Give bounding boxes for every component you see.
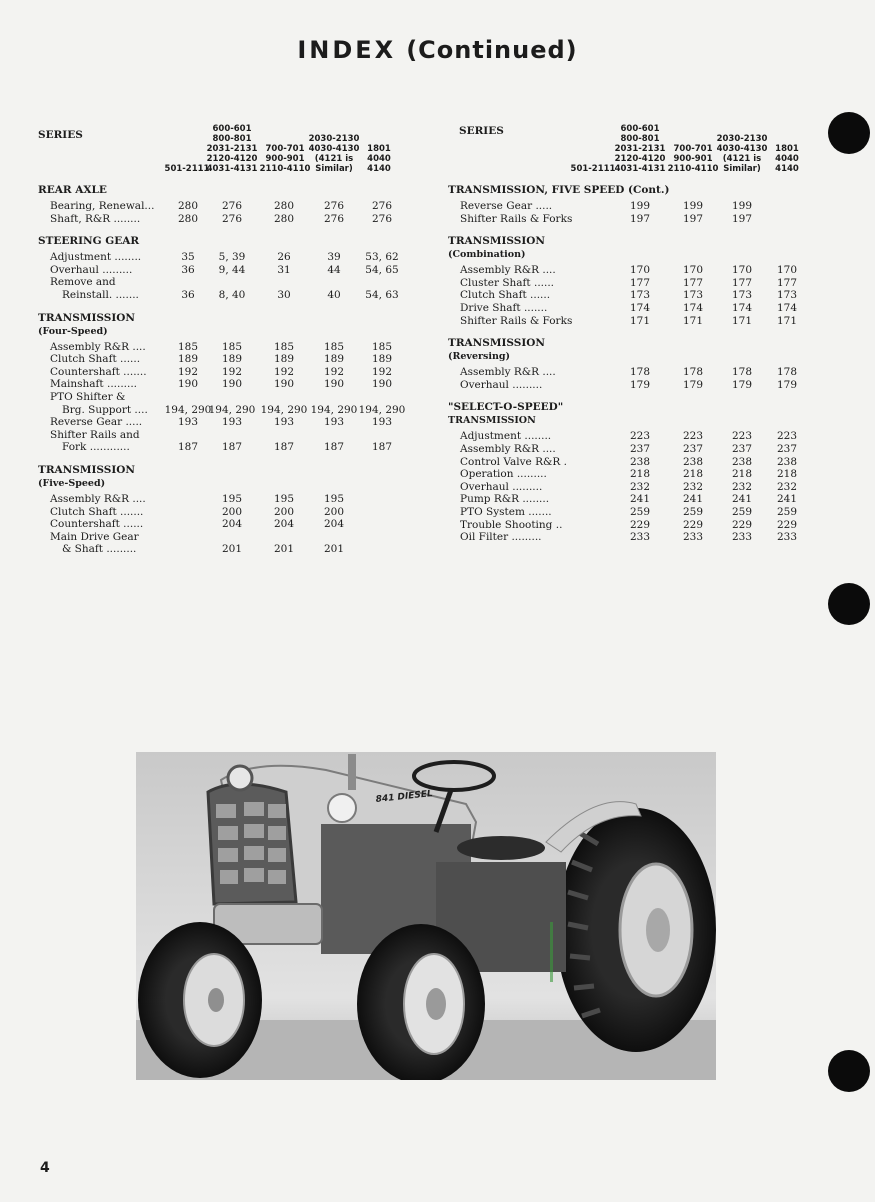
index-row bbox=[26, 543, 416, 556]
page-reference: 36 bbox=[181, 288, 195, 301]
section-subtitle: (Five-Speed) bbox=[38, 477, 106, 489]
index-row bbox=[26, 341, 416, 354]
page-reference: 192 bbox=[323, 365, 345, 378]
page-reference: 174 bbox=[629, 301, 651, 314]
page-reference: 31 bbox=[277, 263, 291, 276]
section-subtitle: (Combination) bbox=[448, 249, 526, 261]
binder-hole-middle bbox=[828, 583, 870, 625]
index-column-right bbox=[436, 124, 816, 544]
left-section bbox=[26, 464, 416, 556]
page-reference: 199 bbox=[682, 200, 704, 212]
section-title: TRANSMISSION bbox=[38, 463, 135, 476]
index-row bbox=[26, 416, 416, 429]
page-reference: 197 bbox=[731, 212, 753, 225]
index-entry-label: Assembly R&R .... bbox=[460, 264, 556, 277]
index-row bbox=[26, 506, 416, 519]
index-entry-label: Reinstall. ....... bbox=[62, 288, 139, 301]
page-reference: 241 bbox=[629, 493, 651, 506]
series-col-5: 1801 4040 4140 bbox=[367, 144, 391, 174]
page-reference: 223 bbox=[776, 430, 798, 443]
index-entry-label: Countershaft ...... bbox=[50, 518, 144, 531]
index-entry-label: Remove and bbox=[50, 276, 116, 289]
title-main: INDEX bbox=[297, 36, 397, 64]
page-reference: 178 bbox=[682, 366, 704, 379]
page-reference: 238 bbox=[682, 455, 704, 468]
right-section bbox=[436, 184, 816, 225]
index-row bbox=[436, 366, 816, 379]
index-row bbox=[436, 379, 816, 392]
page-reference: 200 bbox=[221, 505, 243, 518]
section-title: STEERING GEAR bbox=[38, 235, 140, 248]
page-reference: 232 bbox=[776, 480, 798, 493]
right-section bbox=[436, 337, 816, 391]
index-row bbox=[436, 531, 816, 544]
page-reference: 189 bbox=[323, 353, 345, 366]
section-title: TRANSMISSION bbox=[448, 337, 545, 350]
section-subtitle: TRANSMISSION bbox=[448, 415, 536, 427]
page-reference: 193 bbox=[371, 416, 393, 429]
page-reference: 201 bbox=[221, 543, 243, 556]
page-reference: 190 bbox=[221, 378, 243, 391]
index-row bbox=[26, 493, 416, 506]
index-row bbox=[436, 289, 816, 302]
index-row bbox=[26, 391, 416, 404]
page-reference: 276 bbox=[221, 212, 243, 225]
page-reference: 223 bbox=[682, 430, 704, 443]
page-reference: 54, 65 bbox=[365, 263, 399, 276]
index-row bbox=[26, 353, 416, 366]
index-row bbox=[26, 213, 416, 226]
page-reference: 54, 63 bbox=[365, 288, 399, 301]
index-entry-label: Countershaft ....... bbox=[50, 365, 147, 378]
index-row bbox=[436, 468, 816, 481]
index-entry-label: Reverse Gear ..... bbox=[50, 416, 143, 429]
page-reference: 177 bbox=[682, 276, 704, 289]
index-row bbox=[436, 200, 816, 213]
section-title: TRANSMISSION bbox=[448, 235, 545, 248]
index-entry-label: Mainshaft ......... bbox=[50, 378, 138, 391]
index-entry-label: Cluster Shaft ...... bbox=[460, 276, 555, 289]
badge-text: 841 DIESEL bbox=[375, 789, 434, 805]
page-reference: 193 bbox=[177, 416, 199, 429]
page-reference: 233 bbox=[776, 531, 798, 544]
index-entry-label: Clutch Shaft ...... bbox=[50, 353, 141, 366]
page-reference: 193 bbox=[273, 416, 295, 429]
binder-hole-top bbox=[828, 112, 870, 154]
left-section bbox=[26, 184, 416, 225]
page-reference: 238 bbox=[776, 455, 798, 468]
series-col-1: 501-2111 bbox=[164, 164, 210, 174]
page-reference: 185 bbox=[371, 340, 393, 353]
index-row bbox=[26, 378, 416, 391]
page-reference: 187 bbox=[273, 441, 295, 454]
page-reference: 185 bbox=[273, 340, 295, 353]
page-reference: 195 bbox=[221, 492, 243, 505]
page-reference: 276 bbox=[323, 200, 345, 212]
series-col-1: 501-2111 bbox=[570, 164, 616, 174]
index-row bbox=[436, 430, 816, 443]
page-reference: 229 bbox=[776, 518, 798, 531]
page-reference: 233 bbox=[682, 531, 704, 544]
index-row bbox=[436, 443, 816, 456]
page-reference: 280 bbox=[273, 200, 295, 212]
page-reference: 241 bbox=[776, 493, 798, 506]
page-reference: 187 bbox=[221, 441, 243, 454]
page-reference: 179 bbox=[629, 378, 651, 391]
index-entry-label: & Shaft ......... bbox=[62, 543, 137, 556]
index-row bbox=[26, 289, 416, 302]
page-reference: 174 bbox=[776, 301, 798, 314]
page-reference: 192 bbox=[371, 365, 393, 378]
index-row bbox=[26, 404, 416, 417]
index-entry-label: Trouble Shooting .. bbox=[460, 518, 563, 531]
page-reference: 232 bbox=[682, 480, 704, 493]
page-reference: 194, 290 bbox=[358, 403, 406, 416]
page-reference: 190 bbox=[371, 378, 393, 391]
index-entry-label: Shaft, R&R ........ bbox=[50, 212, 141, 225]
index-entry-label: Shifter Rails & Forks bbox=[460, 212, 573, 225]
page-reference: 276 bbox=[371, 200, 393, 212]
page-reference: 178 bbox=[629, 366, 651, 379]
page-reference: 237 bbox=[731, 442, 753, 455]
page-reference: 174 bbox=[731, 301, 753, 314]
page-reference: 173 bbox=[629, 289, 651, 302]
index-entry-label: Control Valve R&R . bbox=[460, 455, 567, 468]
index-row bbox=[436, 302, 816, 315]
page-reference: 179 bbox=[776, 378, 798, 391]
index-entry-label: Overhaul ......... bbox=[460, 480, 543, 493]
page-reference: 170 bbox=[682, 264, 704, 277]
page-reference: 44 bbox=[327, 263, 341, 276]
series-col-2: 600-601 800-801 2031-2131 2120-4120 4031-4131 bbox=[206, 124, 258, 174]
series-col-4: 2030-2130 4030-4130 (4121 is Similar) bbox=[308, 134, 360, 174]
index-entry-label: PTO Shifter & bbox=[50, 390, 126, 403]
page-reference: 241 bbox=[682, 493, 704, 506]
page-reference: 197 bbox=[682, 212, 704, 225]
series-col-2: 600-601 800-801 2031-2131 2120-4120 4031-4131 bbox=[614, 124, 666, 174]
page-reference: 185 bbox=[221, 340, 243, 353]
page-reference: 280 bbox=[177, 212, 199, 225]
right-section bbox=[436, 235, 816, 327]
page-reference: 173 bbox=[731, 289, 753, 302]
page-reference: 193 bbox=[323, 416, 345, 429]
title-sub: (Continued) bbox=[406, 36, 578, 64]
page-reference: 171 bbox=[776, 314, 798, 327]
page-reference: 238 bbox=[629, 455, 651, 468]
page-reference: 192 bbox=[177, 365, 199, 378]
page-reference: 237 bbox=[629, 442, 651, 455]
tractor-photo bbox=[136, 752, 716, 1080]
page-reference: 171 bbox=[629, 314, 651, 327]
section-title: TRANSMISSION, FIVE SPEED (Cont.) bbox=[448, 184, 670, 196]
index-entry-label: Shifter Rails & Forks bbox=[460, 314, 573, 327]
page-reference: 259 bbox=[682, 505, 704, 518]
page-reference: 233 bbox=[629, 531, 651, 544]
page-reference: 185 bbox=[177, 340, 199, 353]
page-reference: 241 bbox=[731, 493, 753, 506]
page-reference: 232 bbox=[731, 480, 753, 493]
index-row bbox=[436, 493, 816, 506]
binder-hole-bottom bbox=[828, 1050, 870, 1092]
page-reference: 194, 290 bbox=[310, 403, 358, 416]
page-reference: 170 bbox=[731, 264, 753, 277]
page-reference: 223 bbox=[629, 430, 651, 443]
index-entry-label: Reverse Gear ..... bbox=[460, 200, 553, 212]
page-reference: 171 bbox=[682, 314, 704, 327]
right-section bbox=[436, 401, 816, 543]
column-header-left bbox=[26, 124, 416, 180]
page-reference: 259 bbox=[629, 505, 651, 518]
section-title: "SELECT-O-SPEED" bbox=[448, 401, 564, 414]
page-reference: 189 bbox=[273, 353, 295, 366]
page-reference: 189 bbox=[177, 353, 199, 366]
index-entry-label: Adjustment ........ bbox=[460, 430, 552, 443]
page-reference: 177 bbox=[629, 276, 651, 289]
index-entry-label: Overhaul ......... bbox=[50, 263, 133, 276]
page-title bbox=[0, 36, 875, 64]
index-row bbox=[436, 315, 816, 328]
left-section bbox=[26, 312, 416, 454]
index-entry-label: Assembly R&R .... bbox=[460, 366, 556, 379]
page-reference: 190 bbox=[273, 378, 295, 391]
page-reference: 189 bbox=[221, 353, 243, 366]
page-reference: 179 bbox=[731, 378, 753, 391]
index-entry-label: Adjustment ........ bbox=[50, 251, 142, 264]
page-reference: 194, 290 bbox=[208, 403, 256, 416]
page-reference: 204 bbox=[323, 518, 345, 531]
index-entry-label: Overhaul ......... bbox=[460, 378, 543, 391]
index-entry-label: Drive Shaft ....... bbox=[460, 301, 548, 314]
page-reference: 218 bbox=[731, 468, 753, 481]
index-entry-label: PTO System ....... bbox=[460, 505, 552, 518]
page-reference: 276 bbox=[221, 200, 243, 212]
page-reference: 200 bbox=[273, 505, 295, 518]
index-entry-label: Oil Filter ......... bbox=[460, 531, 542, 544]
page-reference: 199 bbox=[731, 200, 753, 212]
index-entry-label: Bearing, Renewal... bbox=[50, 200, 155, 212]
page-reference: 178 bbox=[776, 366, 798, 379]
index-entry-label: Clutch Shaft ...... bbox=[460, 289, 551, 302]
page-reference: 26 bbox=[277, 251, 291, 264]
page-reference: 9, 44 bbox=[218, 263, 246, 276]
page-reference: 36 bbox=[181, 263, 195, 276]
page-reference: 218 bbox=[776, 468, 798, 481]
index-row bbox=[26, 276, 416, 289]
page-reference: 40 bbox=[327, 288, 341, 301]
tractor-illustration bbox=[136, 752, 716, 1080]
page-reference: 259 bbox=[731, 505, 753, 518]
index-column-left bbox=[26, 124, 416, 556]
index-entry-label: Shifter Rails and bbox=[50, 428, 140, 441]
page-reference: 173 bbox=[776, 289, 798, 302]
page-reference: 280 bbox=[273, 212, 295, 225]
index-row bbox=[436, 456, 816, 469]
page-reference: 53, 62 bbox=[365, 251, 399, 264]
index-entry-label: Operation ......... bbox=[460, 468, 547, 481]
page-reference: 229 bbox=[629, 518, 651, 531]
page-reference: 178 bbox=[731, 366, 753, 379]
page-reference: 187 bbox=[371, 441, 393, 454]
page-reference: 173 bbox=[682, 289, 704, 302]
page-reference: 8, 40 bbox=[218, 288, 246, 301]
page-reference: 218 bbox=[629, 468, 651, 481]
page-reference: 30 bbox=[277, 288, 291, 301]
page-reference: 171 bbox=[731, 314, 753, 327]
page-reference: 195 bbox=[323, 492, 345, 505]
left-section bbox=[26, 235, 416, 301]
page-reference: 276 bbox=[323, 212, 345, 225]
index-entry-label: Pump R&R ........ bbox=[460, 493, 550, 506]
page-reference: 204 bbox=[221, 518, 243, 531]
index-row bbox=[436, 277, 816, 290]
index-body-right bbox=[436, 184, 816, 544]
page-reference: 232 bbox=[629, 480, 651, 493]
page-reference: 194, 290 bbox=[260, 403, 308, 416]
page-reference: 201 bbox=[273, 543, 295, 556]
index-row bbox=[436, 519, 816, 532]
page-reference: 229 bbox=[731, 518, 753, 531]
index-row bbox=[26, 251, 416, 264]
index-row bbox=[26, 264, 416, 277]
index-entry-label: Assembly R&R .... bbox=[460, 442, 556, 455]
index-entry-label: Main Drive Gear bbox=[50, 530, 139, 543]
series-col-5: 1801 4040 4140 bbox=[775, 144, 799, 174]
index-entry-label: Assembly R&R .... bbox=[50, 492, 146, 505]
page-reference: 233 bbox=[731, 531, 753, 544]
section-subtitle: (Four-Speed) bbox=[38, 325, 108, 337]
page-reference: 5, 39 bbox=[218, 251, 246, 264]
index-entry-label: Brg. Support .... bbox=[62, 403, 148, 416]
page-reference: 195 bbox=[273, 492, 295, 505]
page-reference: 199 bbox=[629, 200, 651, 212]
page-reference: 35 bbox=[181, 251, 195, 264]
section-subtitle: (Reversing) bbox=[448, 351, 511, 363]
index-entry-label: Fork ............ bbox=[62, 441, 130, 454]
index-row bbox=[26, 429, 416, 442]
page-reference: 218 bbox=[682, 468, 704, 481]
page-reference: 190 bbox=[177, 378, 199, 391]
page-reference: 201 bbox=[323, 543, 345, 556]
page-reference: 223 bbox=[731, 430, 753, 443]
index-row bbox=[436, 213, 816, 226]
page-reference: 193 bbox=[221, 416, 243, 429]
page-reference: 185 bbox=[323, 340, 345, 353]
index-row bbox=[26, 441, 416, 454]
page-number: 4 bbox=[40, 1160, 50, 1176]
index-row bbox=[436, 481, 816, 494]
section-title: TRANSMISSION bbox=[38, 311, 135, 324]
index-entry-label: Assembly R&R .... bbox=[50, 340, 146, 353]
page-reference: 177 bbox=[776, 276, 798, 289]
page-reference: 259 bbox=[776, 505, 798, 518]
page-reference: 238 bbox=[731, 455, 753, 468]
index-row bbox=[436, 264, 816, 277]
page-reference: 204 bbox=[273, 518, 295, 531]
page-reference: 189 bbox=[371, 353, 393, 366]
index-row bbox=[26, 531, 416, 544]
column-header-right bbox=[436, 124, 816, 180]
page-reference: 280 bbox=[177, 200, 199, 212]
index-body-left bbox=[26, 184, 416, 556]
index-row bbox=[436, 506, 816, 519]
series-col-4: 2030-2130 4030-4130 (4121 is Similar) bbox=[716, 134, 768, 174]
series-col-3: 700-701 900-901 2110-4110 bbox=[259, 144, 311, 174]
page-reference: 187 bbox=[323, 441, 345, 454]
index-entry-label: Clutch Shaft ....... bbox=[50, 505, 144, 518]
index-row bbox=[26, 366, 416, 379]
page-reference: 39 bbox=[327, 251, 341, 264]
page-reference: 177 bbox=[731, 276, 753, 289]
page-reference: 170 bbox=[776, 264, 798, 277]
page-reference: 197 bbox=[629, 212, 651, 225]
page-reference: 276 bbox=[371, 212, 393, 225]
page-reference: 192 bbox=[273, 365, 295, 378]
page-reference: 237 bbox=[776, 442, 798, 455]
page-reference: 194, 290 bbox=[164, 403, 212, 416]
index-row bbox=[26, 200, 416, 213]
page-reference: 174 bbox=[682, 301, 704, 314]
page-reference: 192 bbox=[221, 365, 243, 378]
page-reference: 200 bbox=[323, 505, 345, 518]
section-title: REAR AXLE bbox=[38, 184, 107, 196]
page-reference: 179 bbox=[682, 378, 704, 391]
series-label: SERIES bbox=[38, 129, 83, 141]
page-reference: 229 bbox=[682, 518, 704, 531]
page-reference: 237 bbox=[682, 442, 704, 455]
series-label: SERIES bbox=[459, 125, 504, 137]
page-reference: 187 bbox=[177, 441, 199, 454]
series-col-3: 700-701 900-901 2110-4110 bbox=[667, 144, 719, 174]
index-row bbox=[26, 518, 416, 531]
page-reference: 170 bbox=[629, 264, 651, 277]
page-reference: 190 bbox=[323, 378, 345, 391]
